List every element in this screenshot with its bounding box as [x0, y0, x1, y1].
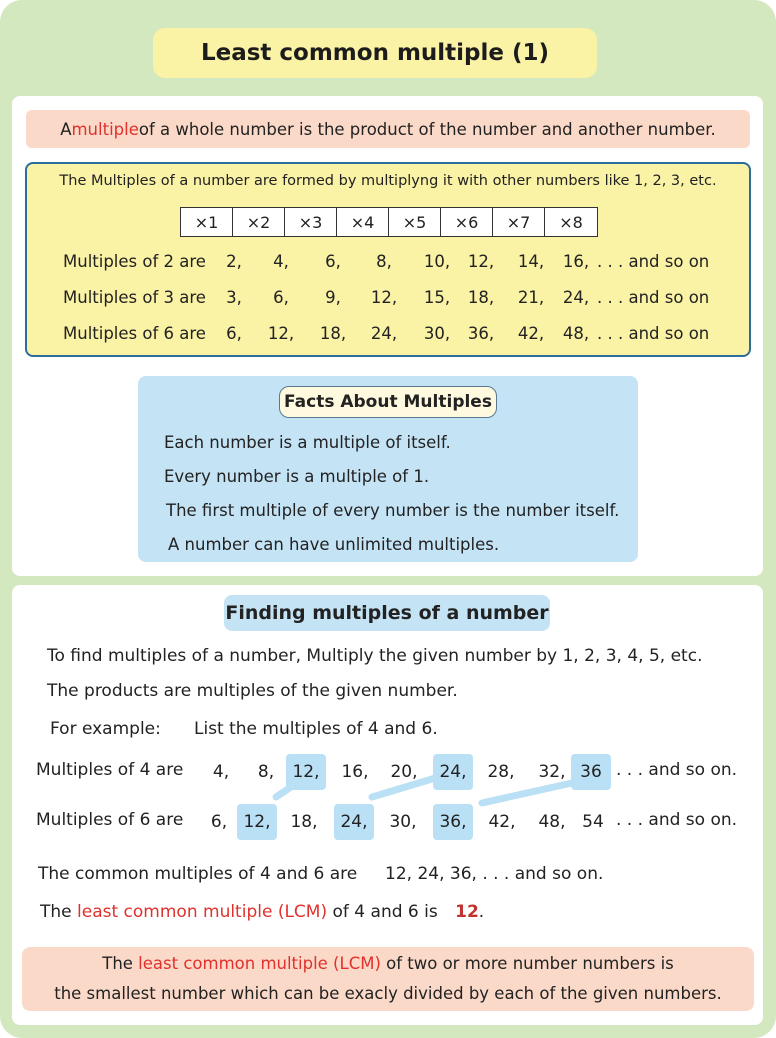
lcm-post: .	[478, 902, 485, 922]
lcm-term: least common multiple (LCM)	[77, 902, 328, 922]
row-tail: . . . and so on	[597, 252, 710, 271]
row-value: 4,	[212, 762, 230, 782]
multiplier-header	[180, 207, 598, 237]
lcm-mid: of 4 and 6 is	[327, 902, 438, 922]
final-pre: The	[102, 954, 139, 973]
bottom-panel	[12, 585, 763, 1025]
definition-pre: A	[60, 119, 72, 139]
example-text: List the multiples of 4 and 6.	[194, 719, 438, 739]
row-tail: . . . and so on.	[616, 810, 738, 830]
row-value: 12,	[267, 324, 295, 343]
row-value: 18,	[467, 288, 495, 307]
row-value: 6,	[210, 812, 228, 832]
row-value: 32,	[538, 762, 566, 782]
multiplier-cell: ×5	[389, 208, 441, 236]
row-label: Multiples of 3 are	[63, 288, 206, 307]
lcm-definition-box	[22, 947, 754, 1011]
multiples-row-6	[27, 324, 749, 348]
row-value: 30,	[423, 324, 451, 343]
row-value: 6,	[226, 324, 242, 343]
row-label: Multiples of 6 are	[63, 324, 206, 343]
fact-item: The first multiple of every number is the number itself.	[166, 501, 620, 520]
multiplier-cell: ×4	[337, 208, 389, 236]
common-multiples-values: 12, 24, 36, . . . and so on.	[385, 864, 604, 884]
definition-term: multiple	[71, 119, 139, 139]
row-value: 12,	[467, 252, 495, 271]
row-tail: . . . and so on	[597, 288, 710, 307]
row-value: 8,	[257, 762, 275, 782]
top-panel	[12, 96, 763, 576]
finding-line-1: To find multiples of a number, Multiply the given number by 1, 2, 3, 4, 5, etc.	[47, 646, 703, 666]
multiplier-cell: ×8	[559, 212, 583, 232]
row-value: 2,	[226, 252, 242, 271]
multiples-of-6-row	[12, 804, 763, 840]
row-label: Multiples of 4 are	[36, 760, 184, 780]
highlighted-value: 36	[571, 754, 611, 790]
row-label: Multiples of 2 are	[63, 252, 206, 271]
row-value: 9,	[325, 288, 341, 307]
row-value: 30,	[389, 812, 417, 832]
multiplier-cell: ×7	[493, 208, 545, 236]
lcm-definition-line-2: the smallest number which can be exacly divided by each of the given numbers.	[54, 984, 722, 1003]
row-value: 42,	[488, 812, 516, 832]
row-value: 16,	[562, 252, 590, 271]
finding-line-2: The products are multiples of the given number.	[47, 681, 458, 701]
multiplier-cell: ×1	[181, 208, 233, 236]
row-value: 8,	[376, 252, 392, 271]
row-value: 16,	[341, 762, 369, 782]
fact-item: A number can have unlimited multiples.	[168, 535, 500, 554]
common-multiples-label: The common multiples of 4 and 6 are	[38, 864, 358, 884]
lcm-value: 12	[455, 902, 479, 922]
row-value: 48,	[562, 324, 590, 343]
row-value: 14,	[517, 252, 545, 271]
multiples-row-2	[27, 252, 749, 276]
highlighted-value: 12,	[237, 804, 277, 840]
finding-title: Finding multiples of a number	[224, 595, 550, 631]
row-value: 42,	[517, 324, 545, 343]
row-value: 21,	[517, 288, 545, 307]
fact-item: Each number is a multiple of itself.	[164, 433, 451, 452]
row-value: 36,	[467, 324, 495, 343]
final-post: of two or more number numbers is	[380, 954, 674, 973]
row-tail: . . . and so on	[597, 324, 710, 343]
lcm-pre: The	[40, 902, 78, 922]
row-value: 24,	[562, 288, 590, 307]
row-value: 18,	[290, 812, 318, 832]
row-value: 28,	[487, 762, 515, 782]
row-value: 6,	[325, 252, 341, 271]
facts-title: Facts About Multiples	[279, 386, 497, 418]
row-value: 12,	[370, 288, 398, 307]
multiplier-cell: ×3	[285, 208, 337, 236]
row-value: 4,	[273, 252, 289, 271]
row-value: 6,	[273, 288, 289, 307]
highlighted-value: 36,	[433, 804, 473, 840]
row-tail: . . . and so on.	[616, 760, 738, 780]
multiples-of-4-row	[12, 754, 763, 790]
row-value: 20,	[390, 762, 418, 782]
highlighted-value: 24,	[433, 754, 473, 790]
row-value: 24,	[370, 324, 398, 343]
definition-box	[26, 110, 750, 148]
multiplier-cell: ×6	[441, 208, 493, 236]
row-value: 18,	[319, 324, 347, 343]
facts-box	[138, 376, 638, 562]
page-title: Least common multiple (1)	[153, 28, 597, 78]
highlighted-value: 12,	[286, 754, 326, 790]
multiplier-cell: ×2	[233, 208, 285, 236]
row-value: 3,	[226, 288, 242, 307]
multiples-intro: The Multiples of a number are formed by multiplyng it with other numbers like 1, 2, 3, etc.	[59, 173, 717, 189]
lcm-statement	[40, 902, 484, 922]
highlighted-value: 24,	[334, 804, 374, 840]
fact-item: Every number is a multiple of 1.	[164, 467, 430, 486]
row-value: 48,	[538, 812, 566, 832]
multiples-box	[25, 162, 751, 357]
example-label: For example:	[50, 719, 161, 739]
row-value: 10,	[423, 252, 451, 271]
row-value: 54	[582, 812, 604, 832]
multiples-row-3	[27, 288, 749, 312]
row-label: Multiples of 6 are	[36, 810, 184, 830]
lcm-definition-line-1	[22, 954, 754, 973]
row-value: 15,	[423, 288, 451, 307]
final-term: least common multiple (LCM)	[138, 954, 381, 973]
definition-post: of a whole number is the product of the number and another number.	[138, 119, 716, 139]
